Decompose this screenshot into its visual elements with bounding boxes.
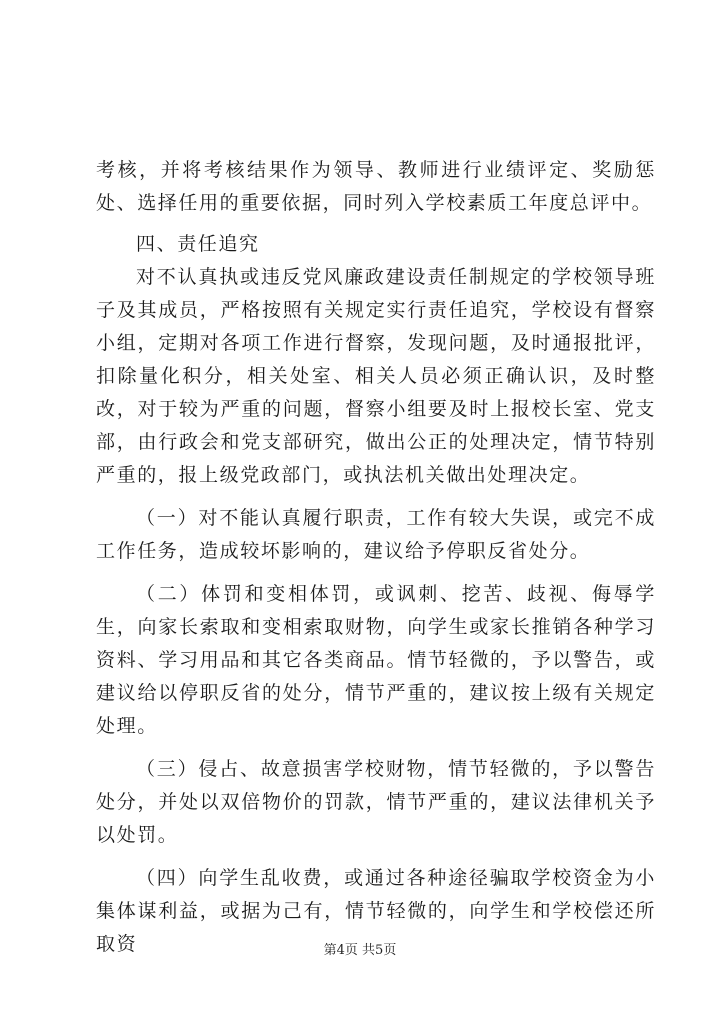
paragraph-item-4: （四）向学生乱收费，或通过各种途径骗取学校资金为小集体谋利益，或据为己有，情节轻微的，向学生和学校偿还所取资	[96, 867, 656, 955]
paragraph-item-1: （一）对不能认真履行职责，工作有较大失误，或完不成工作任务，造成较坏影响的，建议给予停职反省处分。	[96, 507, 656, 562]
section-heading: 四、责任追究	[136, 233, 260, 255]
paragraph-item-2: （二）体罚和变相体罚，或讽刺、挖苦、歧视、侮辱学生，向家长索取和变相索取财物，向学生或家长推销各种学习资料、学习用品和其它各类商品。情节轻微的，予以警告，或建议给以停职反省的处分，情节严重的，建议按上级有关规定处理。	[96, 583, 656, 737]
paragraph-item-3: （三）侵占、故意损害学校财物，情节轻微的，予以警告处分，并处以双倍物价的罚款，情节严重的，建议法律机关予以处罚。	[96, 758, 656, 846]
page-footer: 第4页 共5页	[323, 943, 397, 958]
paragraph-continuation: 考核，并将考核结果作为领导、教师进行业绩评定、奖励惩处、选择任用的重要依据，同时列入学校素质工年度总评中。	[96, 159, 656, 214]
document-body	[96, 154, 656, 961]
paragraph-accountability: 对不认真执或违反党风廉政建设责任制规定的学校领导班子及其成员，严格按照有关规定实行责任追究，学校设有督察小组，定期对各项工作进行督察，发现问题，及时通报批评，扣除量化积分，相关处室、相关人员必须正确认识，及时整改，对于较为严重的问题，督察小组要及时上报校长室、党支部，由行政会和党支部研究，做出公正的处理决定，情节特别严重的，报上级党政部门，或执法机关做出处理决定。	[96, 266, 656, 486]
